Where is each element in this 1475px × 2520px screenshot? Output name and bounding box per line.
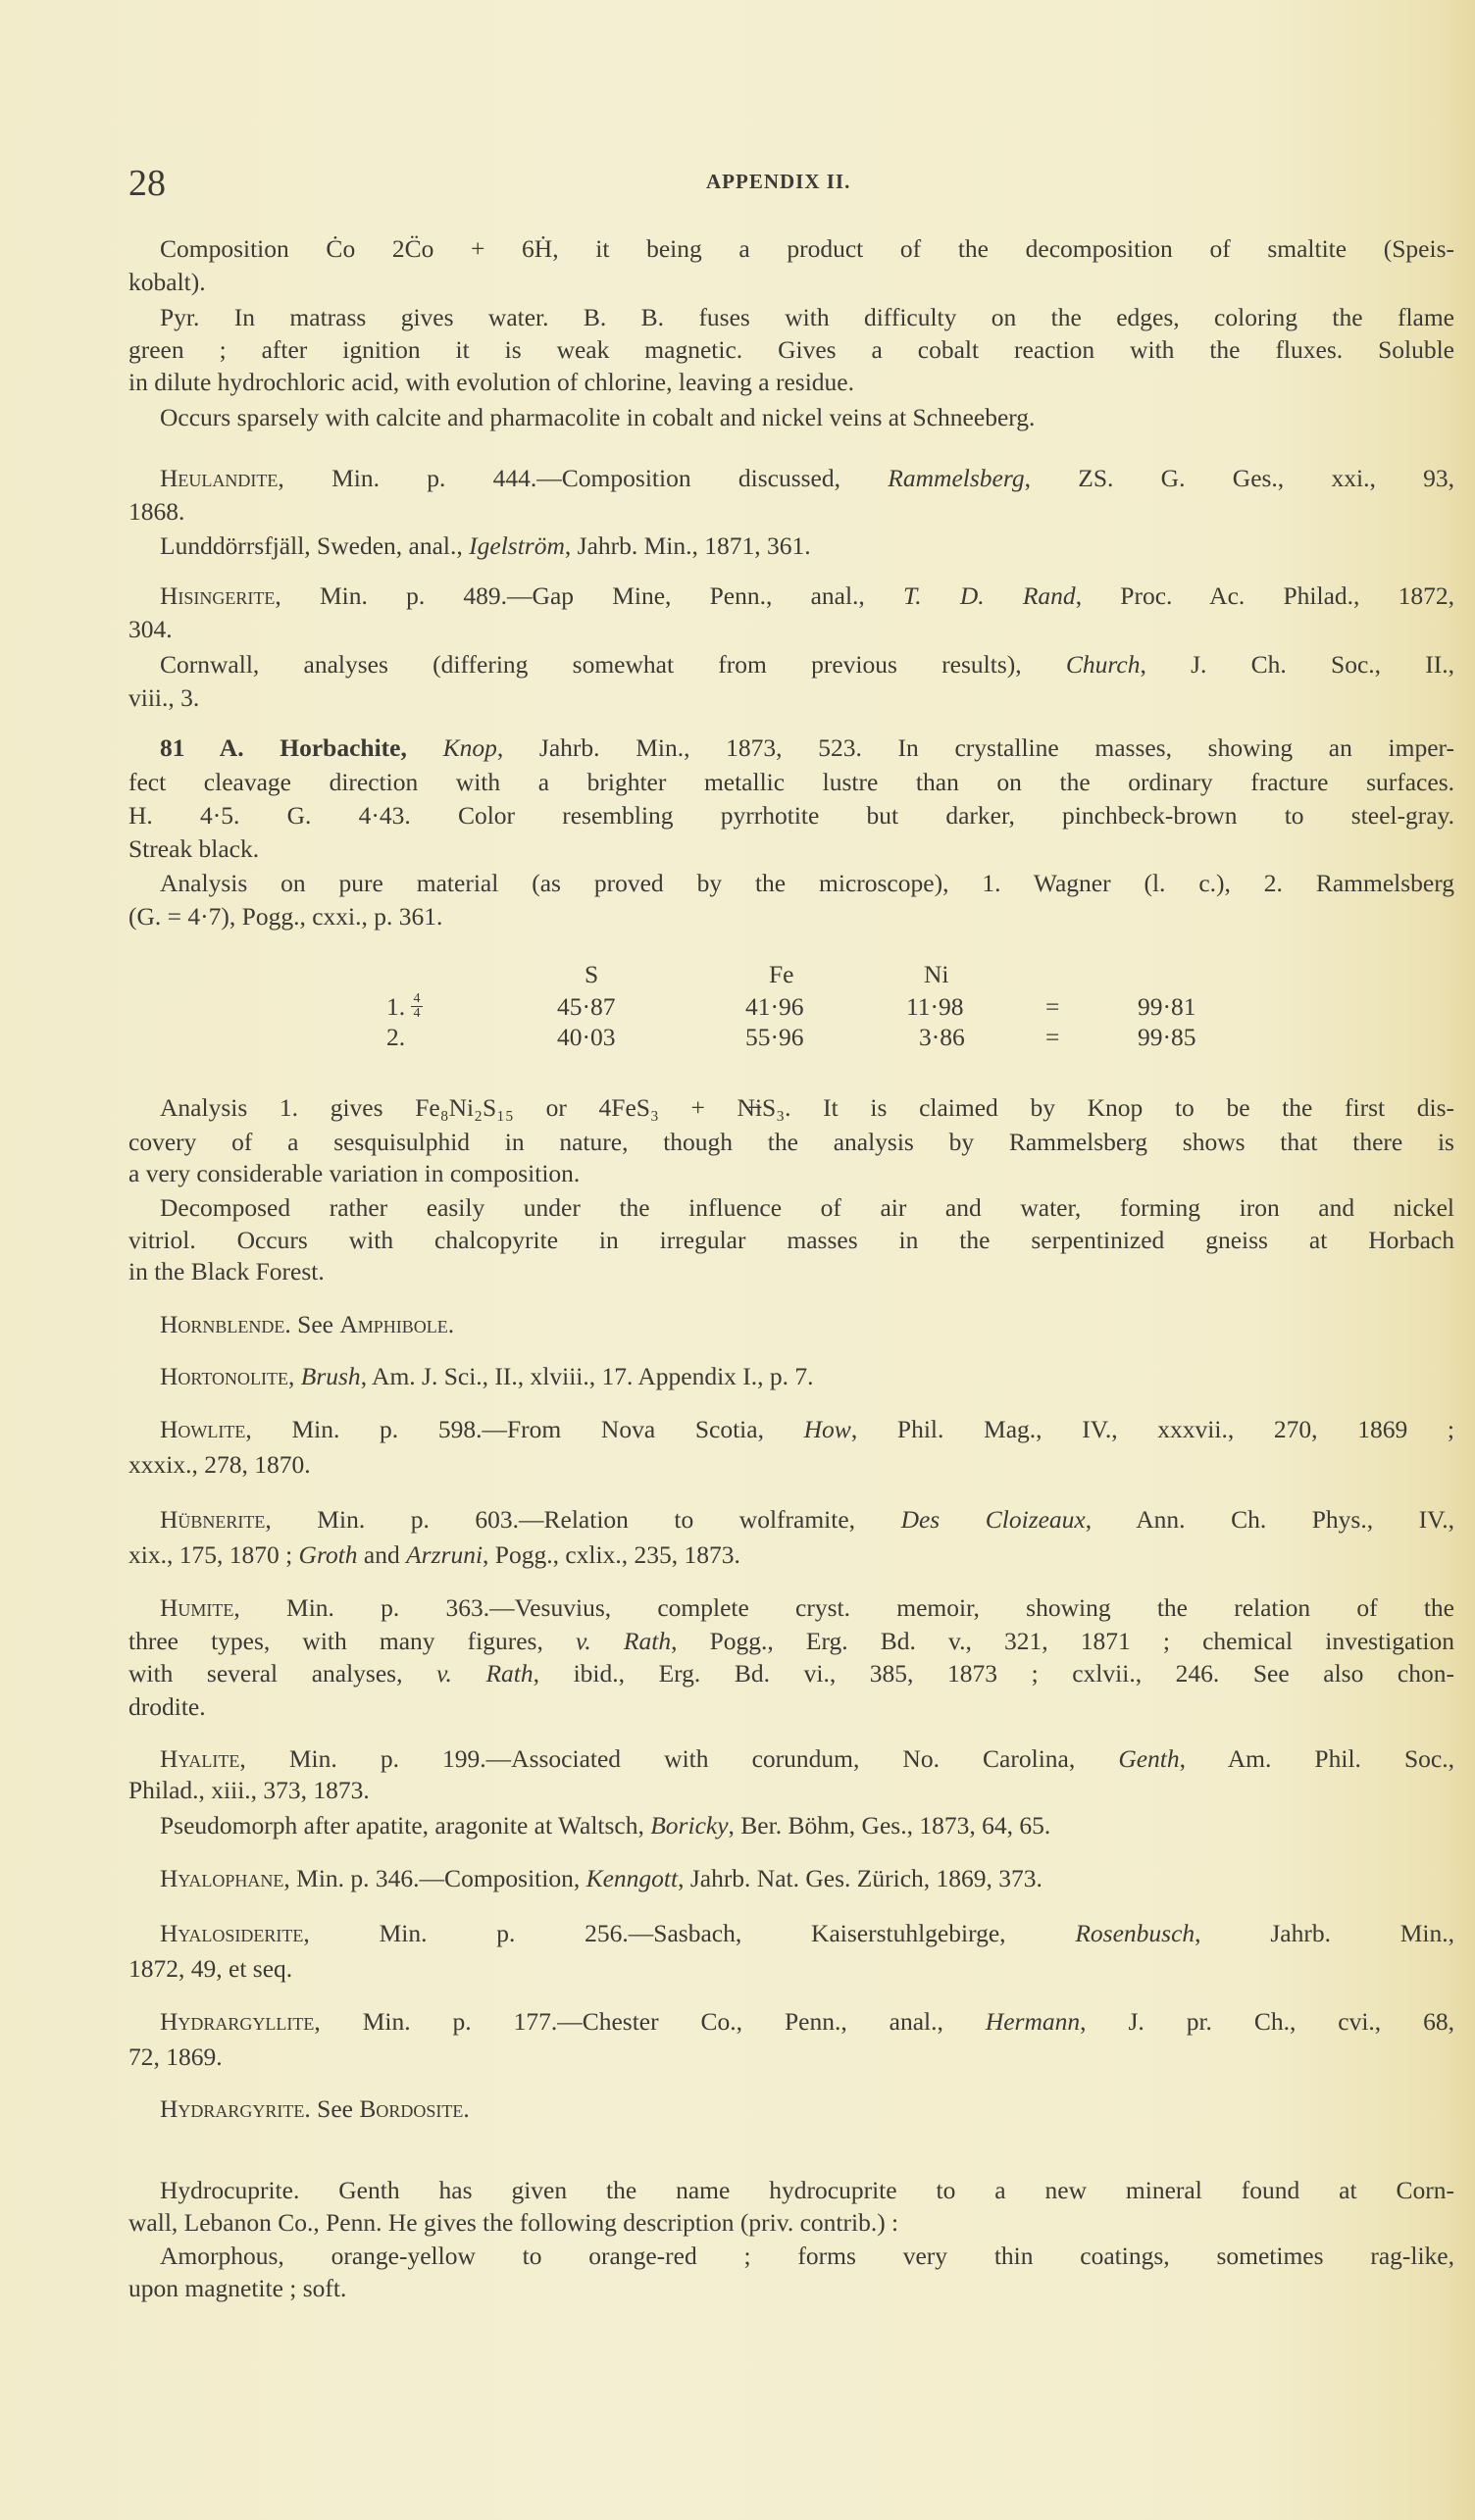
text-line [128,1156,1454,1191]
text-segment: , Min. p. 598.—From Nova Scotia, [245,1415,804,1443]
text-segment: , Am. J. Sci., II., xlviii., 17. Appendix I., p. 7. [360,1362,814,1390]
text-line [128,1624,1454,1659]
mineral-name: Hydrargyrite [160,2094,305,2123]
text-segment: Analysis 1. gives Fe₈Ni₂S₁₅ or 4FeS₃ + N̶iS₃. It is claimed by Knop to be the first dis- [160,1093,1454,1122]
text-line [128,332,1454,368]
text-segment: 1868. [128,497,185,526]
text-line [160,647,1454,682]
text-segment: Decomposed rather easily under the influence of air and water, forming iron and nickel [160,1193,1454,1222]
cell-ni: 3·86 [919,1023,965,1051]
column-header-fe: Fe [769,960,794,988]
text-segment: three types, with many figures, [128,1627,576,1655]
text-segment: drodite. [128,1692,206,1721]
author-name: Genth [1118,1744,1180,1773]
text-segment: and [357,1540,407,1569]
text-line [160,1590,1454,1626]
cell-total: 99·85 [1138,1023,1196,1051]
mineral-name: Hyalophane [160,1864,284,1892]
text-segment: Philad., xiii., 373, 1873. [128,1776,370,1804]
text-line [128,1125,1454,1160]
text-line [128,2205,1454,2241]
text-segment: , Min. p. 603.—Relation to wolframite, [265,1505,901,1534]
mineral-name: Bordosite [359,2094,464,2123]
text-segment: . See [284,1310,340,1338]
author-name: Des Cloizeaux [900,1505,1086,1534]
text-segment [407,733,443,762]
text-segment: Occurs sparsely with calcite and pharmacolite in cobalt and nickel veins at Schneeberg. [160,403,1036,431]
text-segment: Lunddörrsfjäll, Sweden, anal., [160,531,470,560]
text-line [160,1359,1454,1394]
text-line [160,2173,1454,2208]
row-label: 2. [386,1023,406,1051]
text-line [128,1689,1454,1725]
text-segment: a very considerable variation in composition. [128,1159,581,1187]
author-name: Kenngott [585,1864,679,1892]
cell-total: 99·81 [1138,992,1196,1021]
text-segment: . [447,1310,455,1338]
author-name: Groth [298,1540,358,1569]
cell-equals: = [1045,1023,1060,1051]
text-segment: , Proc. Ac. Philad., 1872, [1075,581,1454,610]
text-line [128,612,1454,647]
text-line [128,1254,1454,1289]
text-segment: , Min. p. 256.—Sasbach, Kaiserstuhlgebirge, [303,1919,1076,1947]
text-line [160,529,1454,564]
mineral-name: Hydrargyllite [160,2007,315,2036]
entry-heading: 81 A. Horbachite, [160,733,407,762]
text-line [160,1090,1454,1126]
text-line [128,365,1454,400]
text-line [128,1773,1454,1808]
text-line [128,832,1454,867]
text-line [128,1656,1454,1691]
text-segment: , Min. p. 363.—Vesuvius, complete cryst. memoir, showing the relation of the [233,1593,1454,1622]
text-line [160,2004,1454,2040]
text-line [160,400,1454,435]
text-line [128,1951,1454,1987]
text-segment: xix., 175, 1870 ; [128,1540,299,1569]
text-segment: Streak black. [128,834,260,863]
text-line [160,1190,1454,1226]
column-header-s: S [585,960,599,988]
cell-ni: 11·98 [906,992,964,1021]
text-segment: , Jahrb. Min., 1873, 523. In crystalline masses, showing an imper- [496,733,1454,762]
text-segment: wall, Lebanon Co., Penn. He gives the following description (priv. contrib.) : [128,2208,899,2237]
text-line [160,1412,1454,1447]
author-name: Igelström [469,531,565,560]
text-segment: Composition Ċo 2C̈o + 6Ḣ, it being a product of the decomposition of smaltite (Speis- [160,234,1454,263]
text-segment: viii., 3. [128,683,200,712]
mineral-name: Humite [160,1593,234,1622]
text-segment: , Pogg., cxlix., 235, 1873. [483,1540,740,1569]
text-segment: , Phil. Mag., IV., xxxvii., 270, 1869 ; [850,1415,1454,1443]
author-name: Arzruni [406,1540,483,1569]
text-line [160,1741,1454,1777]
text-line [128,494,1454,529]
mineral-name: Amphibole [339,1310,448,1338]
cell-fe: 41·96 [745,992,804,1021]
cell-s: 40·03 [557,1023,616,1051]
column-header-ni: Ni [924,960,949,988]
text-segment: , Min. p. 489.—Gap Mine, Penn., anal., [275,581,903,610]
author-name: v. Rath [575,1627,672,1655]
text-line [128,2040,1454,2075]
text-line [160,231,1454,267]
author-name: Church [1065,650,1141,679]
mineral-name: Hisingerite [160,581,276,610]
text-segment: , ZS. G. Ges., xxi., 93, [1024,464,1454,492]
text-line [160,1916,1454,1951]
text-line [128,765,1454,800]
text-segment: , Ann. Ch. Phys., IV., [1085,1505,1454,1534]
text-line [128,1537,1454,1573]
text-segment: in dilute hydrochloric acid, with evolution of chlorine, leaving a residue. [128,368,854,396]
text-line [160,461,1454,496]
text-segment: Pyr. In matrass gives water. B. B. fuses with difficulty on the edges, coloring the flame [160,303,1454,331]
text-line [160,731,1454,766]
text-segment: , Min. p. 444.—Composition discussed, [278,464,889,492]
text-segment: , Min. p. 346.—Composition, [283,1864,586,1892]
text-segment: , Am. Phil. Soc., [1179,1744,1454,1773]
text-line [160,2092,1454,2127]
row-label: 1. [386,992,406,1021]
mineral-name: Hübnerite [160,1505,266,1534]
mineral-name: Hortonolite [160,1362,288,1390]
text-line [128,680,1454,716]
text-line [128,899,1454,934]
text-segment: vitriol. Occurs with chalcopyrite in irregular masses in the serpentinized gneiss at Horbach [128,1226,1454,1254]
text-segment: green ; after ignition it is weak magnetic. Gives a cobalt reaction with the fluxes. Soluble [128,335,1454,364]
text-line [160,866,1454,901]
author-name: How [803,1415,851,1443]
page-number: 28 [128,163,166,204]
text-line [128,798,1454,833]
text-segment: kobalt). [128,268,206,296]
text-line [160,1502,1454,1537]
text-segment: , Jahrb. Nat. Ges. Zürich, 1869, 373. [678,1864,1043,1892]
running-title: APPENDIX II. [706,170,851,193]
text-segment: , [288,1362,301,1390]
mineral-name: Hornblende [160,1310,285,1338]
author-name: v. Rath [436,1659,534,1688]
text-segment: Analysis on pure material (as proved by the microscope), 1. Wagner (l. c.), 2. Rammelsberg [160,869,1454,897]
text-line [128,1447,1454,1483]
author-name: T. D. Rand [903,581,1076,610]
text-segment: , Min. p. 177.—Chester Co., Penn., anal., [314,2007,986,2036]
text-line [128,1223,1454,1258]
fraction-numerator: 4 [411,992,423,1007]
text-segment: Cornwall, analyses (differing somewhat from previous results), [160,650,1066,679]
text-segment: 1872, 49, et seq. [128,1954,293,1983]
text-segment: , Pogg., Erg. Bd. v., 321, 1871 ; chemical investigation [671,1627,1454,1655]
mineral-name: Howlite [160,1415,246,1443]
text-line [128,265,1454,300]
text-line [160,579,1454,614]
author-name: Knop [442,733,497,762]
row-fraction [411,992,423,1021]
mineral-name: Heulandite [160,464,279,492]
fraction-denominator: 4 [413,1006,421,1021]
text-line [160,1861,1454,1896]
text-segment: upon magnetite ; soft. [128,2274,347,2302]
cell-equals: = [1045,992,1060,1021]
text-segment: 304. [128,615,173,643]
author-name: Rammelsberg [888,464,1025,492]
text-line [160,300,1454,335]
text-line [160,1808,1454,1843]
text-line [128,2271,1454,2306]
text-segment: , J. Ch. Soc., II., [1140,650,1454,679]
author-name: Brush [300,1362,361,1390]
author-name: Rosenbusch [1075,1919,1195,1947]
text-line [160,1307,1454,1342]
text-segment: Hydrocuprite. Genth has given the name hydrocuprite to a new mineral found at Corn- [160,2176,1454,2204]
text-segment: xxxix., 278, 1870. [128,1450,311,1479]
text-segment: fect cleavage direction with a brighter metallic lustre than on the ordinary fracture surfaces. [128,768,1454,796]
text-segment: with several analyses, [128,1659,437,1688]
text-segment: H. 4·5. G. 4·43. Color resembling pyrrhotite but darker, pinchbeck-brown to steel-gray. [128,801,1454,830]
text-segment: , Jahrb. Min., 1871, 361. [564,531,811,560]
cell-s: 45·87 [557,992,616,1021]
text-segment: in the Black Forest. [128,1257,325,1285]
text-segment: 72, 1869. [128,2042,223,2071]
text-segment: , Ber. Böhm, Ges., 1873, 64, 65. [728,1811,1051,1840]
text-segment: covery of a sesquisulphid in nature, though the analysis by Rammelsberg shows that there is [128,1128,1454,1156]
text-segment: Amorphous, orange-yellow to orange-red ; forms very thin coatings, sometimes rag-like, [160,2242,1454,2270]
text-segment: . See [304,2094,360,2123]
text-segment: , ibid., Erg. Bd. vi., 385, 1873 ; cxlvii., 246. See also chon- [533,1659,1454,1688]
text-segment: , Min. p. 199.—Associated with corundum, No. Carolina, [239,1744,1119,1773]
text-segment: , J. pr. Ch., cvi., 68, [1080,2007,1454,2036]
text-line [160,2239,1454,2274]
mineral-name: Hyalite [160,1744,240,1773]
text-segment: , Jahrb. Min., [1195,1919,1454,1947]
text-segment: Pseudomorph after apatite, aragonite at Waltsch, [160,1811,651,1840]
cell-fe: 55·96 [745,1023,804,1051]
author-name: Boricky [650,1811,729,1840]
mineral-name: Hyalosiderite [160,1919,304,1947]
text-segment: (G. = 4·7), Pogg., cxxi., p. 361. [128,902,443,931]
text-segment: . [463,2094,470,2123]
author-name: Hermann [985,2007,1081,2036]
